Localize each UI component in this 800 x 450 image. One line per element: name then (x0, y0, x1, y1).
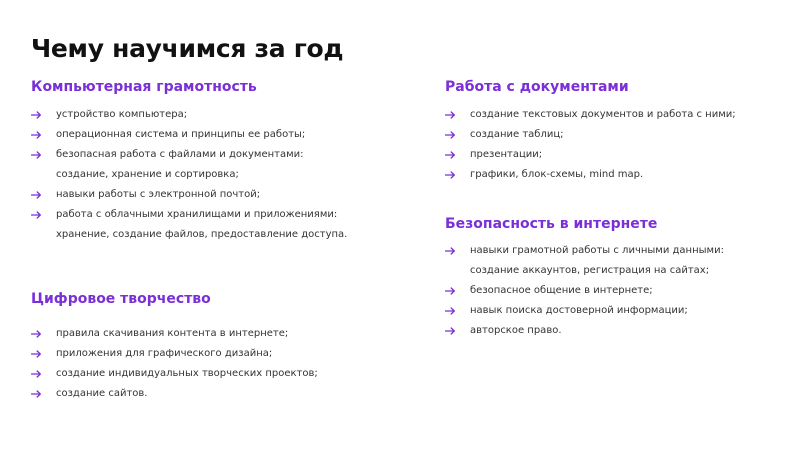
section-heading-computer-literacy: Компьютерная грамотность (31, 79, 257, 95)
list-item (445, 145, 745, 165)
list-item-text: навык поиска достоверной информации; (470, 305, 688, 316)
list-item-text: навыки работы с электронной почтой; (56, 189, 261, 200)
arrow-right-icon (445, 281, 459, 301)
list-item-text: создание индивидуальных творческих проектов; (56, 368, 318, 379)
list-item (445, 165, 745, 185)
list-item-text: устройство компьютера; (56, 109, 188, 120)
page-title: Чему научимся за год (31, 34, 344, 63)
section-digital-creativity (31, 291, 351, 404)
list-item-text: приложения для графического дизайна; (56, 348, 273, 359)
arrow-right-icon (31, 324, 45, 344)
list-item-text: безопасная работа с файлами и документами: создание, хранение и сортировка; (56, 149, 304, 180)
list-item (31, 364, 321, 384)
arrow-right-icon (445, 125, 459, 145)
list-item (31, 185, 351, 205)
arrow-right-icon (445, 321, 459, 341)
list-item-text: создание таблиц; (470, 129, 564, 140)
arrow-right-icon (445, 165, 459, 185)
list-item (445, 241, 770, 281)
section-internet-security (445, 216, 745, 341)
arrow-right-icon (31, 384, 45, 404)
list-item (445, 281, 745, 301)
digital-creativity-list (31, 324, 351, 404)
internet-security-list (445, 241, 745, 341)
computer-literacy-list (31, 105, 351, 245)
arrow-right-icon (445, 105, 459, 125)
arrow-right-icon (31, 125, 45, 145)
list-item-text: навыки грамотной работы с личными данными: создание аккаунтов, регистрация на сайтах; (470, 245, 724, 276)
list-item (445, 301, 745, 321)
list-item (445, 105, 760, 125)
section-documents (445, 79, 745, 185)
list-item (445, 125, 745, 145)
arrow-right-icon (31, 105, 45, 125)
list-item (31, 125, 326, 145)
list-item-text: графики, блок-схемы, mind map. (470, 169, 644, 180)
list-item-text: безопасное общение в интернете; (470, 285, 653, 296)
list-item-text: создание текстовых документов и работа с ними; (470, 109, 736, 120)
list-item (31, 205, 356, 245)
list-item-text: работа с облачными хранилищами и приложениями: хранение, создание файлов, предоставление доступа. (56, 209, 348, 240)
arrow-right-icon (31, 185, 45, 205)
arrow-right-icon (445, 145, 459, 165)
documents-list (445, 105, 745, 185)
section-heading-documents: Работа с документами (445, 79, 629, 95)
list-item (31, 145, 356, 185)
list-item-text: операционная система и принципы ее работы; (56, 129, 306, 140)
section-computer-literacy (31, 79, 351, 245)
list-item-text: правила скачивания контента в интернете; (56, 328, 289, 339)
section-heading-internet-security: Безопасность в интернете (445, 216, 658, 232)
arrow-right-icon (445, 301, 459, 321)
list-item (31, 324, 351, 344)
list-item-text: создание сайтов. (56, 388, 148, 399)
list-item-text: презентации; (470, 149, 543, 160)
list-item (31, 344, 351, 364)
section-heading-digital-creativity: Цифровое творчество (31, 291, 211, 307)
arrow-right-icon (31, 364, 45, 384)
arrow-right-icon (445, 241, 459, 261)
list-item (31, 384, 351, 404)
arrow-right-icon (31, 205, 45, 225)
list-item (445, 321, 745, 341)
arrow-right-icon (31, 145, 45, 165)
list-item-text: авторское право. (470, 325, 562, 336)
arrow-right-icon (31, 344, 45, 364)
list-item (31, 105, 351, 125)
